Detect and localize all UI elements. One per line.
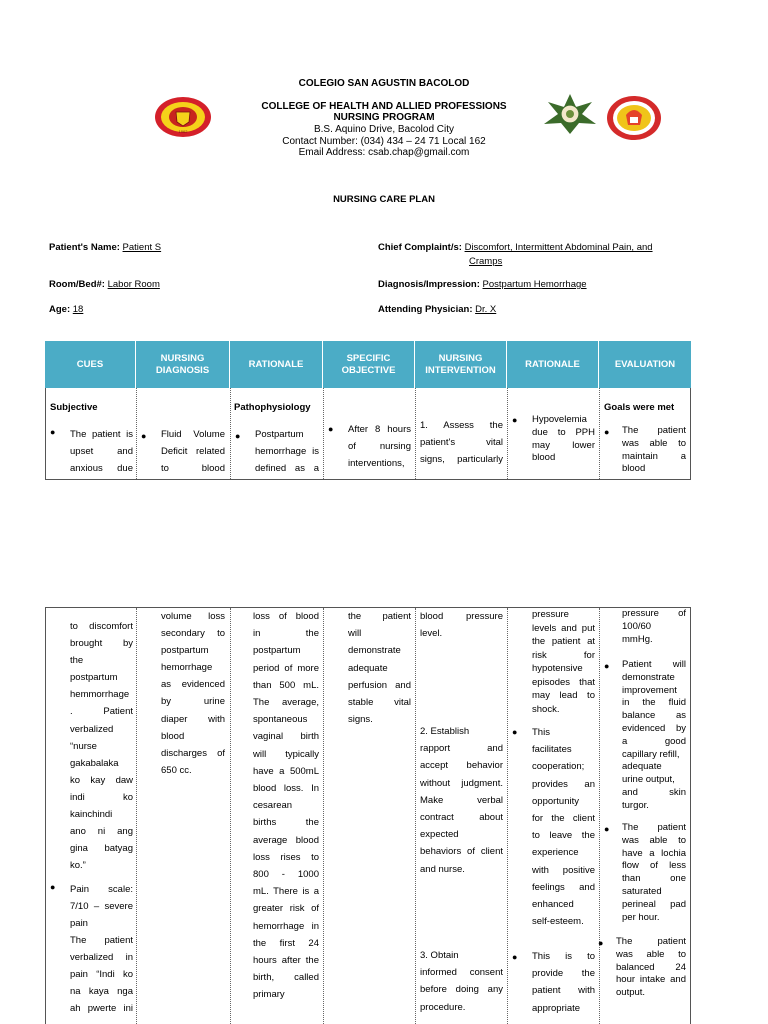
text-line: levels and put: [532, 622, 595, 634]
text-line: . Patient: [70, 706, 133, 718]
text-line: a good: [622, 735, 686, 747]
cell-rationale2-p1: [508, 388, 600, 479]
text-line: due to PPH: [532, 426, 595, 438]
text-line: balanced 24: [616, 961, 686, 973]
rationale2b-text: [532, 724, 595, 930]
text-line: This is to: [532, 951, 595, 962]
text-line: births the: [253, 817, 319, 829]
diagnosis-label: Diagnosis/Impression:: [378, 279, 480, 290]
text-line: pressure of: [622, 608, 686, 619]
text-line: accept behavior: [420, 760, 503, 772]
bullet-icon: ●: [235, 431, 241, 441]
text-line: adequate: [348, 662, 388, 674]
text-line: perineal pad: [622, 898, 686, 910]
complaint-label: Chief Complaint/s:: [378, 242, 462, 253]
text-line: gakabalaka: [70, 757, 119, 769]
cell-objective-p2: [324, 608, 416, 1024]
text-line: was able to: [622, 834, 686, 846]
patient-name-label: Patient's Name:: [49, 242, 120, 253]
program-name: NURSING PROGRAM: [333, 112, 435, 123]
pathophysiology-heading: Pathophysiology: [234, 402, 311, 413]
cues-text-p1: [70, 426, 133, 478]
text-line: hypotensive: [532, 663, 583, 674]
document-title: NURSING CARE PLAN: [333, 194, 435, 205]
text-line: 650 cc.: [161, 764, 192, 776]
text-line: average blood: [253, 834, 319, 846]
evaluation-3-text: [622, 822, 686, 924]
evaluation-4-text: [616, 936, 686, 1000]
text-line: Fluid Volume: [161, 429, 225, 440]
text-line: Postpartum: [255, 429, 304, 440]
diagnosis-text-p2: [161, 608, 225, 779]
text-line: diaper with: [161, 713, 225, 725]
diagnosis-text-p1: [161, 426, 225, 478]
text-line: 100/60: [622, 620, 652, 632]
text-line: “nurse: [70, 740, 97, 752]
text-line: hours after the: [253, 955, 319, 967]
cell-intervention-p2: [416, 608, 508, 1024]
header-evaluation: EVALUATION: [614, 358, 676, 370]
rationale2a-text: [532, 608, 595, 716]
text-line: loss of blood: [253, 611, 319, 622]
intervention-text-p1: [420, 417, 503, 469]
text-line: procedure.: [420, 1001, 466, 1013]
complaint-value-line2-row: [469, 255, 502, 268]
text-line: blood pressure: [420, 611, 503, 622]
cell-evaluation-p1: [600, 388, 691, 479]
text-line: feelings and: [532, 881, 595, 893]
text-line: output.: [616, 987, 646, 999]
room-row: [49, 278, 160, 291]
text-line: vaginal birth: [253, 731, 319, 743]
evaluation-text-p1: [622, 425, 686, 476]
text-line: 1. Assess the: [420, 420, 503, 431]
intervention-1-text: [420, 608, 503, 642]
bullet-icon: ●: [604, 661, 610, 671]
text-line: rapport and: [420, 743, 503, 755]
text-line: defined as a: [255, 463, 319, 475]
header-nursing-diagnosis: NURSING DIAGNOSIS: [136, 341, 230, 388]
text-line: level.: [420, 628, 443, 640]
text-line: mmHg.: [622, 633, 653, 645]
objective-text-p1: [348, 421, 411, 473]
text-line: The patient: [622, 425, 686, 436]
room-label: Room/Bed#:: [49, 279, 105, 290]
physician-row: [378, 303, 496, 316]
text-line: to discomfort: [70, 621, 133, 632]
text-line: provides an: [532, 778, 595, 790]
text-line: The patient: [616, 936, 686, 947]
text-line: Patient will: [622, 659, 686, 670]
text-line: hemorrhage is: [255, 446, 319, 458]
text-line: na kaya nga: [70, 986, 133, 998]
cell-evaluation-p2: [600, 608, 691, 1024]
text-line: cesarean: [253, 800, 293, 812]
bullet-icon: ●: [512, 952, 518, 962]
text-line: ano ni ang: [70, 826, 133, 838]
text-line: provide the: [532, 968, 595, 980]
text-line: and skin: [622, 786, 686, 798]
text-line: mL. There is a: [253, 886, 319, 898]
text-line: The average,: [253, 697, 319, 709]
cell-rationale-p1: [231, 388, 324, 479]
text-line: perfusion and: [348, 679, 411, 691]
text-line: facilitates: [532, 744, 572, 756]
text-line: maintain a: [622, 450, 686, 462]
text-line: kainchindi: [70, 809, 113, 821]
text-line: verbalized: [70, 723, 114, 735]
text-line: birth, called: [253, 972, 319, 984]
text-line: signs, particularly: [420, 454, 503, 466]
text-line: cooperation;: [532, 761, 585, 773]
text-line: turgor.: [622, 799, 649, 811]
text-line: adequate: [622, 761, 662, 773]
cues-pain-scale: [70, 881, 133, 932]
text-line: without judgment.: [420, 777, 503, 789]
text-line: contract about: [420, 812, 503, 824]
complaint-value-line2: Cramps: [469, 256, 503, 267]
text-line: in the fluid: [622, 697, 686, 709]
text-line: This: [532, 727, 550, 738]
text-line: 2. Establish: [420, 726, 470, 737]
text-line: have a lochia: [622, 847, 686, 859]
text-line: hour intake and: [616, 974, 686, 986]
text-line: blood: [161, 730, 185, 742]
nursing-star-emblem-icon: [542, 94, 598, 134]
text-line: behaviors of client: [420, 846, 503, 858]
physician-label: Attending Physician:: [378, 304, 473, 315]
bullet-icon: ●: [50, 427, 56, 437]
bullet-icon: ●: [141, 431, 147, 441]
text-line: postpartum: [253, 645, 301, 657]
text-line: blood: [532, 452, 556, 464]
text-line: with positive: [532, 864, 595, 876]
text-line: blood loss. In: [253, 783, 319, 795]
text-line: hemorrhage: [161, 662, 213, 674]
cell-cues-p1: [46, 388, 137, 479]
text-line: primary: [253, 989, 285, 1001]
text-line: capillary refill,: [622, 748, 680, 760]
text-line: as evidenced: [161, 679, 225, 691]
rationale-text-p1: [255, 426, 319, 478]
text-line: blood: [622, 463, 646, 475]
text-line: 800 - 1000: [253, 869, 319, 881]
text-line: secondary to: [161, 628, 225, 640]
diagnosis-row: [378, 278, 587, 291]
rationale2c-text: [532, 948, 595, 1017]
cues-subjective-heading: Subjective: [50, 402, 98, 413]
text-line: hemmorrhage: [70, 689, 130, 701]
text-line: Hypovelemia: [532, 414, 587, 425]
text-line: 3. Obtain: [420, 950, 459, 961]
text-line: and nurse.: [420, 863, 465, 875]
text-line: discharges of: [161, 747, 225, 759]
intervention-2-text: [420, 723, 503, 878]
text-line: stable vital: [348, 697, 411, 709]
email-address: Email Address: csab.chap@gmail.com: [298, 147, 470, 158]
age-value: 18: [72, 304, 84, 315]
text-line: by urine: [161, 696, 225, 708]
text-line: risk for: [532, 649, 595, 661]
physician-value: Dr. X: [475, 304, 497, 315]
cell-diagnosis-p1: [137, 388, 231, 479]
evaluation-2-text: [622, 659, 686, 813]
diagnosis-value: Postpartum Hemorrhage: [482, 279, 587, 290]
text-line: urine output,: [622, 774, 675, 786]
text-line: the first 24: [253, 937, 319, 949]
care-plan-table-header: [45, 341, 691, 388]
text-line: the: [70, 655, 84, 667]
complaint-value-line1: Discomfort, Intermittent Abdominal Pain, and: [464, 242, 653, 253]
text-line: to blood: [161, 463, 225, 475]
text-line: informed consent: [420, 967, 503, 979]
contact-number: Contact Number: (034) 434 – 24 71 Local 162: [282, 136, 486, 147]
text-line: saturated: [622, 885, 662, 897]
text-line: will: [348, 628, 362, 640]
text-line: improvement: [622, 684, 677, 696]
text-line: spontaneous: [253, 714, 308, 726]
age-row: [49, 303, 83, 316]
text-line: than one: [622, 873, 686, 885]
text-line: anxious due: [70, 463, 133, 475]
text-line: was able to: [616, 948, 686, 960]
objective-text-p2: [348, 608, 411, 728]
care-plan-table-page2: [45, 607, 691, 1024]
bullet-icon: ●: [50, 882, 56, 892]
text-line: episodes that: [532, 676, 595, 688]
header-cues: CUES: [45, 341, 136, 388]
header-rationale: RATIONALE: [230, 341, 323, 388]
age-label: Age:: [49, 304, 71, 315]
text-line: before doing any: [420, 984, 503, 996]
evaluation-1-text: [622, 608, 686, 646]
text-line: patient with: [532, 985, 595, 997]
care-plan-table-page1: [45, 388, 691, 480]
text-line: per hour.: [622, 911, 660, 923]
text-line: opportunity: [532, 795, 580, 807]
text-line: to leave the: [532, 830, 595, 842]
text-line: experience: [532, 847, 579, 859]
text-line: postpartum: [161, 645, 209, 657]
text-line: indi ko: [70, 791, 133, 803]
text-line: pressure: [532, 609, 569, 620]
text-line: ah pwerte ini: [70, 1003, 133, 1015]
text-line: upset and: [70, 446, 133, 458]
cell-objective-p1: [324, 388, 416, 479]
text-line: 7/10 – severe: [70, 901, 133, 913]
bullet-icon: ●: [328, 424, 334, 434]
bullet-icon: ●: [604, 824, 610, 834]
text-line: period of more: [253, 662, 319, 674]
bullet-icon: ●: [598, 938, 604, 948]
text-line: ko.”: [70, 860, 86, 872]
text-line: The patient: [622, 822, 686, 833]
text-line: expected: [420, 829, 459, 841]
text-line: have a 500mL: [253, 765, 319, 777]
text-line: for the client: [532, 813, 595, 825]
room-value: Labor Room: [107, 279, 160, 290]
text-line: flow of less: [622, 860, 686, 872]
text-line: enhanced: [532, 899, 574, 911]
text-line: than 500 mL.: [253, 679, 319, 691]
header-specific-objective: SPECIFIC OBJECTIVE: [323, 341, 415, 388]
cell-cues-p2: [46, 608, 137, 1024]
cell-intervention-p1: [416, 388, 508, 479]
college-seal-right-icon: [606, 95, 662, 141]
text-line: hemorrhage in: [253, 920, 319, 932]
text-line: appropriate: [532, 1002, 581, 1014]
text-line: may lower: [532, 439, 595, 451]
cues-text-p2: [70, 618, 133, 874]
school-name: COLEGIO SAN AGUSTIN BACOLOD: [298, 78, 470, 89]
college-name: COLLEGE OF HEALTH AND ALLIED PROFESSIONS: [261, 101, 507, 112]
rationale2-text-p1: [532, 414, 595, 465]
patient-name-value: Patient S: [122, 242, 162, 253]
text-line: After 8 hours: [348, 424, 411, 435]
bullet-icon: ●: [512, 727, 518, 737]
header-nursing-intervention: NURSING INTERVENTION: [415, 341, 507, 388]
text-line: was able to: [622, 437, 686, 449]
seal-year: 1962: [178, 129, 188, 134]
school-address: B.S. Aquino Drive, Bacolod City: [313, 124, 455, 135]
text-line: Pain scale:: [70, 884, 133, 895]
text-line: in the: [253, 628, 319, 640]
cues-text-p2-after: [70, 932, 133, 1017]
cell-rationale-p2: [231, 608, 324, 1024]
cell-rationale2-p2: [508, 608, 600, 1024]
text-line: ko kay daw: [70, 774, 133, 786]
text-line: Make verbal: [420, 794, 503, 806]
complaint-row: [378, 241, 653, 254]
text-line: The patient is: [70, 429, 133, 440]
bullet-icon: ●: [512, 415, 518, 425]
text-line: verbalized in: [70, 952, 133, 964]
text-line: of nursing: [348, 441, 411, 453]
text-line: postpartum: [70, 672, 118, 684]
goals-met-heading: Goals were met: [604, 402, 675, 413]
text-line: Deficit related: [161, 446, 225, 458]
text-line: the patient: [348, 611, 411, 622]
text-line: signs.: [348, 714, 373, 726]
text-line: evidenced by: [622, 722, 686, 734]
bullet-icon: ●: [604, 427, 610, 437]
text-line: shock.: [532, 703, 560, 715]
text-line: gina batyag: [70, 843, 133, 855]
rationale-text-p2: [253, 608, 319, 1004]
patient-name-row: [49, 241, 161, 254]
cell-diagnosis-p2: [137, 608, 231, 1024]
text-line: the patient at: [532, 636, 595, 647]
text-line: loss rises to: [253, 851, 319, 863]
text-line: greater risk of: [253, 903, 319, 915]
intervention-3-text: [420, 947, 503, 1016]
text-line: may lead to: [532, 690, 595, 701]
text-line: interventions,: [348, 458, 405, 470]
text-line: balance as: [622, 710, 686, 722]
header-rationale-2: RATIONALE: [507, 341, 599, 388]
text-line: demonstrate: [622, 671, 675, 683]
text-line: volume loss: [161, 611, 225, 622]
text-line: pain “Indi ko: [70, 969, 133, 981]
text-line: patient's vital: [420, 437, 503, 449]
text-line: brought by: [70, 638, 133, 650]
text-line: will typically: [253, 748, 319, 760]
text-line: self-esteem.: [532, 916, 584, 928]
text-line: demonstrate: [348, 645, 401, 657]
text-line: pain: [70, 918, 88, 930]
text-line: The patient: [70, 935, 133, 946]
